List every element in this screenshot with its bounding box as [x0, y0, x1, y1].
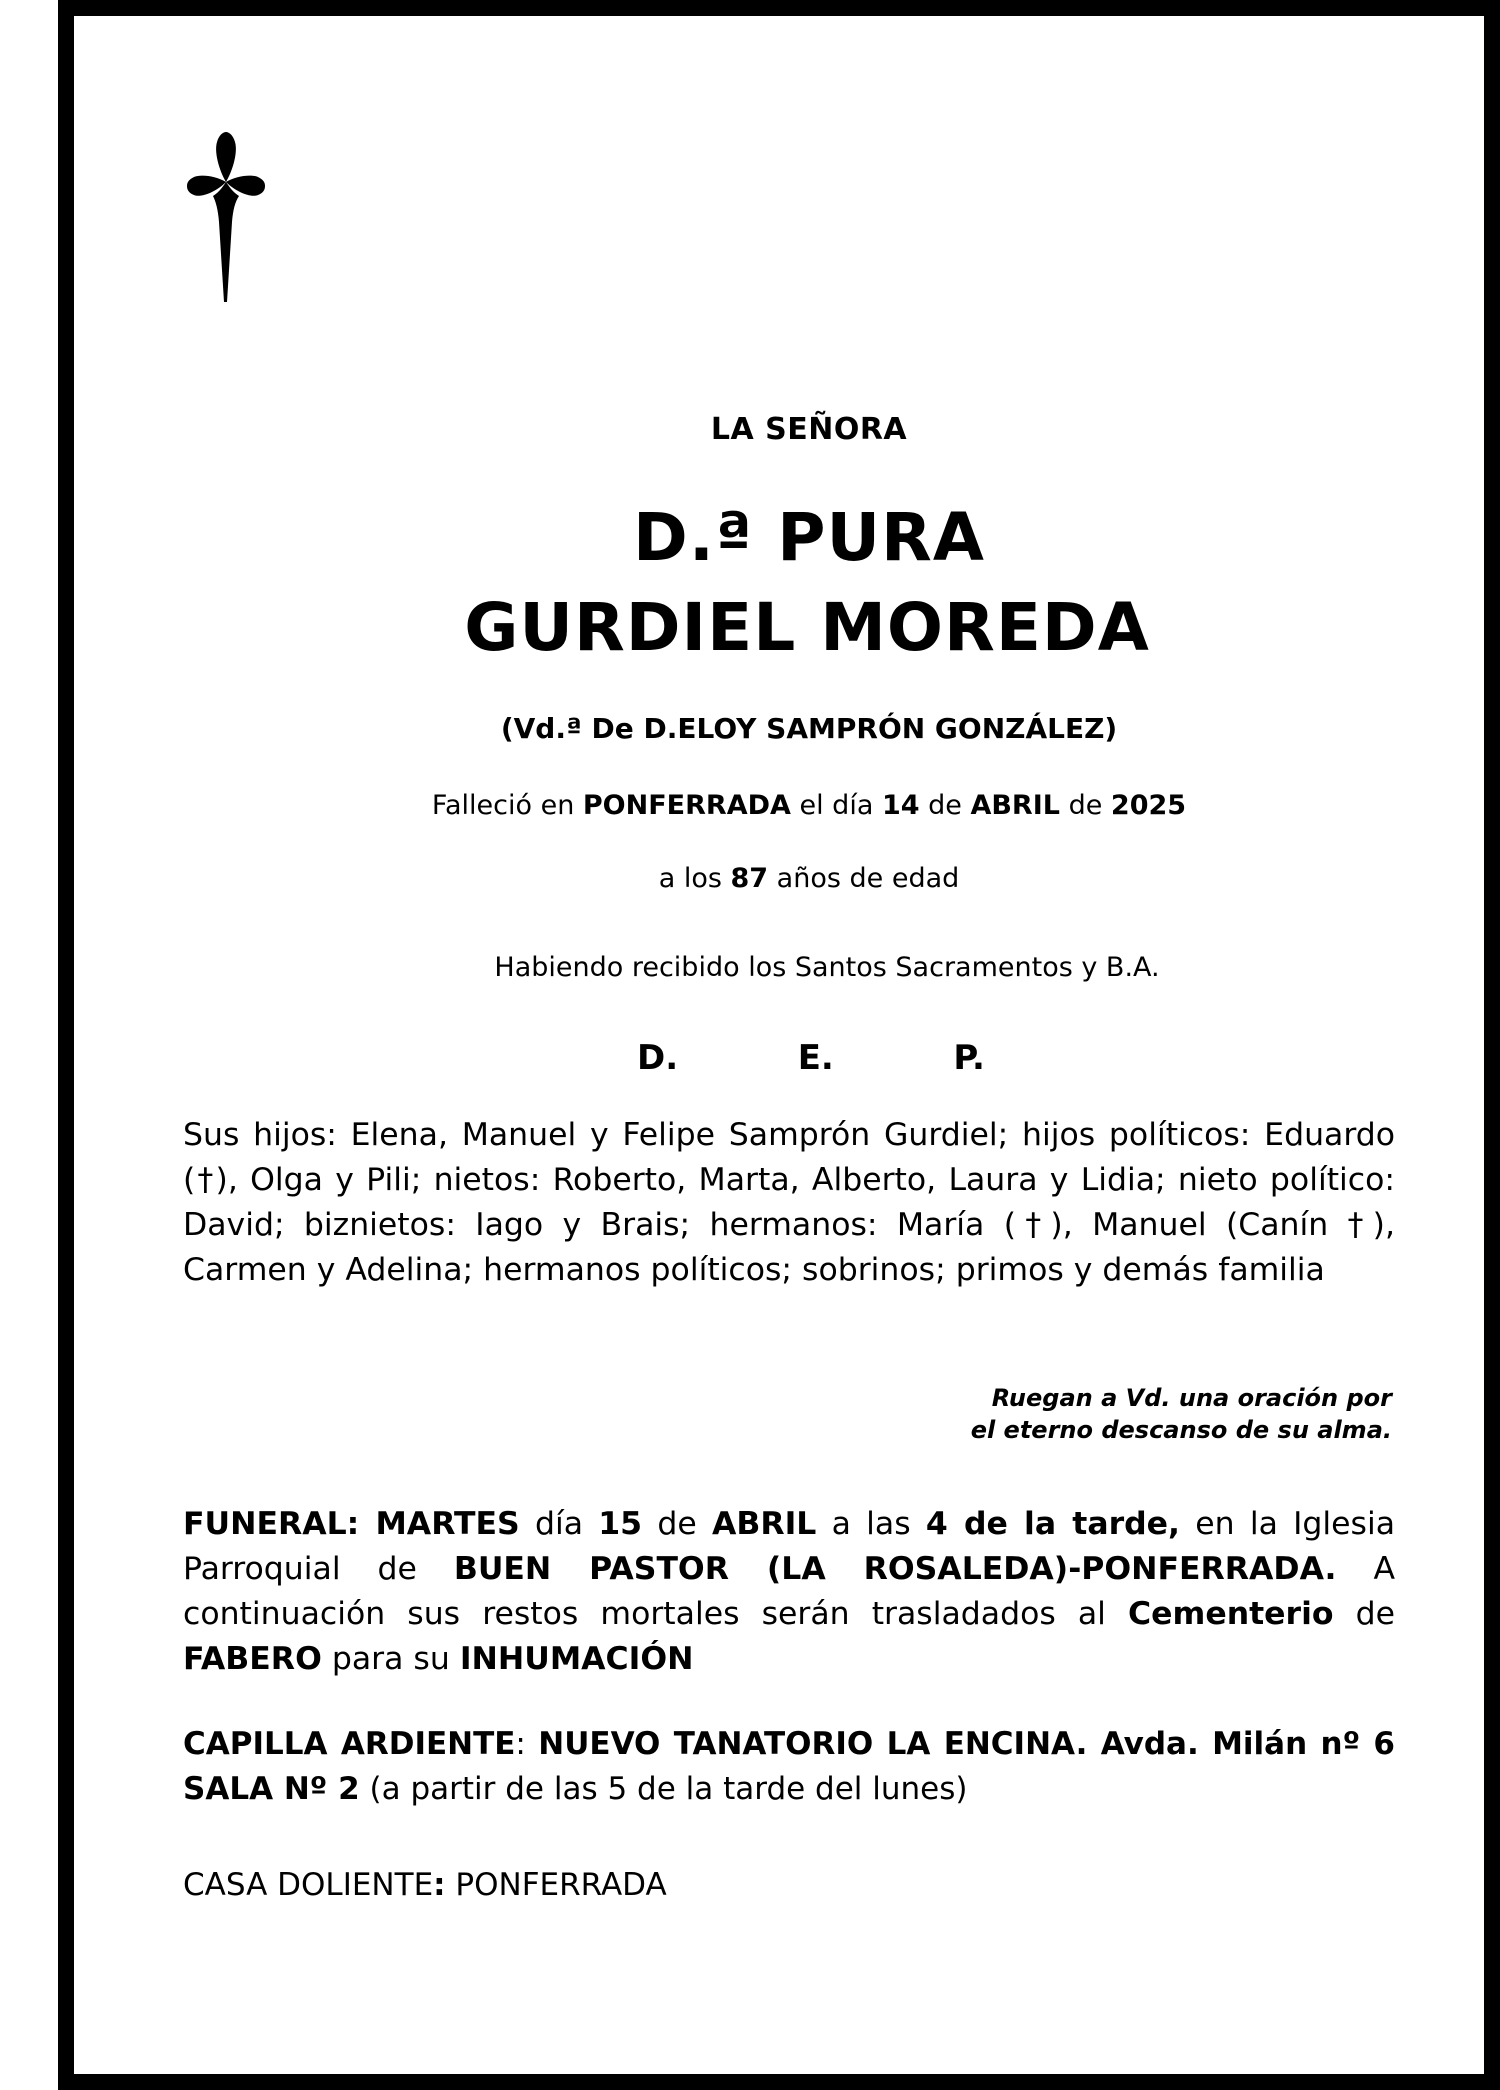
text-segment: FABERO — [183, 1641, 322, 1677]
text-segment: de — [1333, 1596, 1396, 1632]
prayer-line-1: Ruegan a Vd. una oración por — [991, 1384, 1392, 1412]
age-line — [203, 863, 1415, 894]
mourning-house-line — [183, 1863, 1395, 1908]
cross-of-saint-james-icon — [186, 130, 266, 305]
text-segment: PONFERRADA — [582, 790, 791, 821]
text-segment: : — [433, 1867, 446, 1903]
text-segment: el día — [790, 790, 882, 821]
text-segment: de — [642, 1506, 712, 1542]
text-segment: PONFERRADA — [445, 1867, 667, 1903]
death-place-date-line — [203, 790, 1415, 821]
text-segment: día — [519, 1506, 599, 1542]
text-segment: 14 — [881, 790, 920, 821]
sacraments-line: Habiendo recibido los Santos Sacramentos y B.A. — [494, 952, 1160, 983]
deceased-name-line-2: GURDIEL MOREDA — [464, 589, 1150, 666]
text-segment: de — [1059, 790, 1111, 821]
widow-of-line: (Vd.ª De D.ELOY SAMPRÓN GONZÁLEZ) — [500, 712, 1118, 745]
deceased-name-line-1: D.ª PURA — [633, 499, 985, 576]
chapel-details-paragraph — [183, 1722, 1395, 1812]
dep-line: D. E. P. — [637, 1038, 985, 1078]
text-segment: (a partir de las 5 de la tarde del lunes) — [359, 1771, 968, 1807]
family-list-paragraph: Sus hijos: Elena, Manuel y Felipe Samprón Gurdiel; hijos políticos: Eduardo (†), Olga y Pili; nietos: Roberto, Marta, Alberto, Laura y Lidia; nieto político: David; biznietos: Iago y Brais; hermanos: María (†), Manuel (Canín †), Carmen y Adelina; hermanos políticos; sobrinos; primos y demás familia — [183, 1117, 1395, 1288]
heading-la-senora: LA SEÑORA — [710, 412, 908, 447]
text-segment: FUNERAL: MARTES — [183, 1506, 520, 1542]
text-segment: Falleció en — [431, 790, 583, 821]
cross-blade — [213, 182, 239, 302]
text-segment: en la Iglesia Parroquial de — [183, 1506, 1395, 1587]
cross-top-petal — [216, 132, 236, 182]
text-segment: CASA DOLIENTE — [183, 1867, 434, 1903]
text-segment: a los — [658, 863, 731, 894]
text-segment: a las — [816, 1506, 926, 1542]
text-segment: para su — [321, 1641, 460, 1677]
funeral-details-paragraph — [183, 1502, 1395, 1682]
prayer-request — [692, 1382, 1392, 1446]
text-segment: ABRIL — [970, 790, 1060, 821]
text-segment: de — [919, 790, 971, 821]
text-segment: 87 — [730, 863, 769, 894]
text-segment: BUEN PASTOR (LA ROSALEDA)-PONFERRADA. — [453, 1551, 1337, 1587]
text-segment: 2025 — [1110, 790, 1187, 821]
text-segment: ABRIL — [711, 1506, 817, 1542]
text-segment: años de edad — [768, 863, 960, 894]
text-segment: Cementerio — [1128, 1596, 1334, 1632]
text-segment: A continuación sus restos mortales serán trasladados al — [183, 1551, 1395, 1632]
text-segment: 4 de la tarde, — [925, 1506, 1181, 1542]
text-segment: CAPILLA ARDIENTE — [183, 1726, 516, 1762]
text-segment: : — [515, 1726, 539, 1762]
text-segment: 15 — [598, 1506, 643, 1542]
text-segment: NUEVO TANATORIO LA ENCINA. Avda. Milán nº 6 SALA Nº 2 — [183, 1726, 1395, 1807]
prayer-line-2: el eterno descanso de su alma. — [970, 1416, 1392, 1444]
text-segment: INHUMACIÓN — [459, 1641, 694, 1677]
